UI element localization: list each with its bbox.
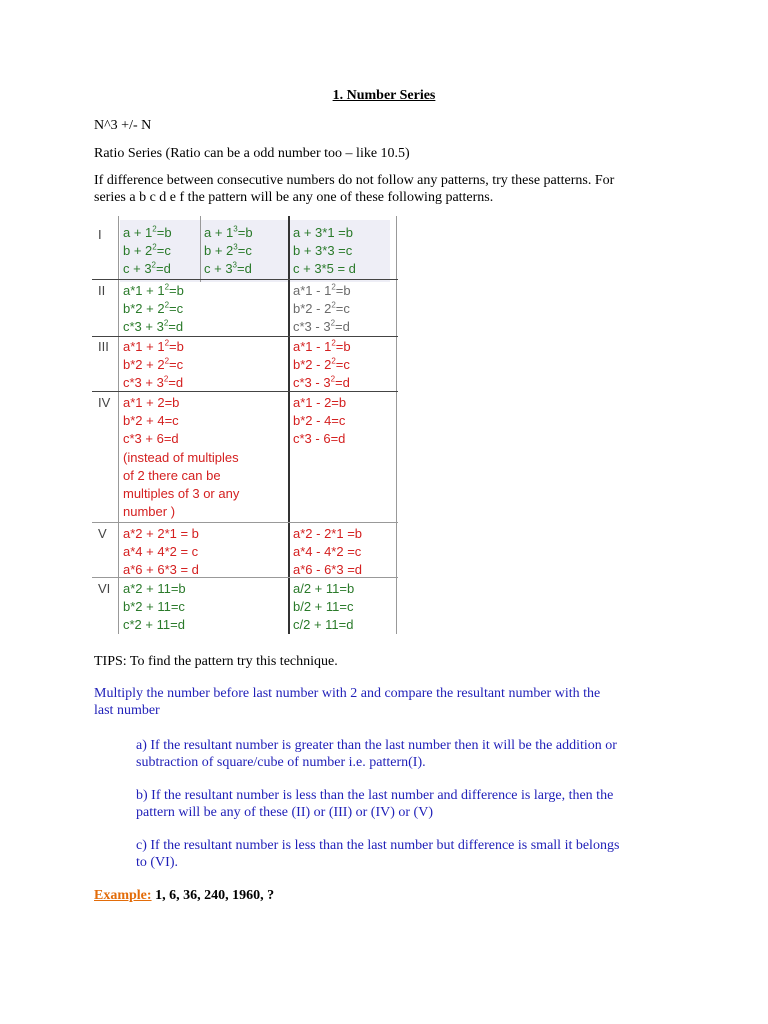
- pattern-I-col2: $a + 1^3=b$ $b + 2^3=c$ $c + 3^3=d$: [204, 224, 253, 277]
- intro-paragraph-line-1: If difference between consecutive numbers do not follow any patterns, try these patterns. For: [94, 173, 615, 188]
- intro-paragraph-line-2: series a b c d e f the pattern will be any one of these following patterns.: [94, 190, 494, 205]
- row-label-II: II: [98, 283, 106, 298]
- example-label: Example:: [94, 888, 152, 903]
- pattern-table: [92, 216, 398, 634]
- tips-line: TIPS: To find the pattern try this technique.: [94, 654, 338, 669]
- rule-a-line-1: a) If the resultant number is greater than the last number then it will be the addition or: [136, 738, 617, 753]
- pattern-II-col1: $a*1 + 1^2=b$ $b*2 + 2^2=c$ $c*3 + 3^2=d$: [123, 282, 184, 335]
- rule-b-line-1: b) If the resultant number is less than the last number and difference is large, then the: [136, 788, 614, 803]
- page-title: 1. Number Series: [332, 88, 436, 103]
- formula-line: N^3 +/- N: [94, 118, 152, 133]
- row-label-III: III: [98, 339, 109, 354]
- pattern-IV-col3: a*1 - 2=b b*2 - 4=c c*3 - 6=d: [293, 395, 347, 447]
- example-line: [94, 887, 274, 904]
- instruction-line-1: Multiply the number before last number with 2 and compare the resultant number with the: [94, 686, 601, 701]
- row-label-I: I: [98, 227, 102, 242]
- pattern-II-col3: $a*1 - 1^2=b$ $b*2 - 2^2=c$ $c*3 - 3^2=d$: [293, 282, 351, 335]
- pattern-VI-col3: a/2 + 11=b b/2 + 11=c c/2 + 11=d: [293, 581, 355, 633]
- row-label-V: V: [98, 526, 107, 541]
- rule-a-line-2: subtraction of square/cube of number i.e. pattern(I).: [136, 755, 426, 770]
- pattern-IV-col1: a*1 + 2=b b*2 + 4=c c*3 + 6=d (instead of multiples of 2 there can be multiples of 3 or any number ): [123, 395, 240, 520]
- pattern-V-col3: a*2 - 2*1 =b a*4 - 4*2 =c a*6 - 6*3 =d: [293, 526, 363, 578]
- rule-c-line-1: c) If the resultant number is less than the last number but difference is small it belongs: [136, 838, 620, 853]
- pattern-I-col1: $a + 1^2=b$ $b + 2^2=c$ $c + 3^2=d$: [123, 224, 172, 277]
- pattern-III-col1: $a*1 + 1^2=b$ $b*2 + 2^2=c$ $c*3 + 3^2=d$: [123, 338, 184, 391]
- instruction-line-2: last number: [94, 703, 160, 718]
- pattern-I-col3: a + 3*1 =b b + 3*3 =c c + 3*5 = d: [293, 225, 356, 277]
- rule-b-line-2: pattern will be any of these (II) or (III) or (IV) or (V): [136, 805, 433, 820]
- row-label-IV: IV: [98, 395, 111, 410]
- pattern-V-col1: a*2 + 2*1 = b a*4 + 4*2 = c a*6 + 6*3 = d: [123, 526, 199, 578]
- example-sequence: 1, 6, 36, 240, 1960, ?: [151, 888, 275, 903]
- pattern-VI-col1: a*2 + 11=b b*2 + 11=c c*2 + 11=d: [123, 581, 186, 633]
- ratio-series-line: Ratio Series (Ratio can be a odd number too – like 10.5): [94, 146, 410, 161]
- pattern-III-col3: $a*1 - 1^2=b$ $b*2 - 2^2=c$ $c*3 - 3^2=d$: [293, 338, 351, 391]
- row-label-VI: VI: [98, 581, 111, 596]
- rule-c-line-2: to (VI).: [136, 855, 178, 870]
